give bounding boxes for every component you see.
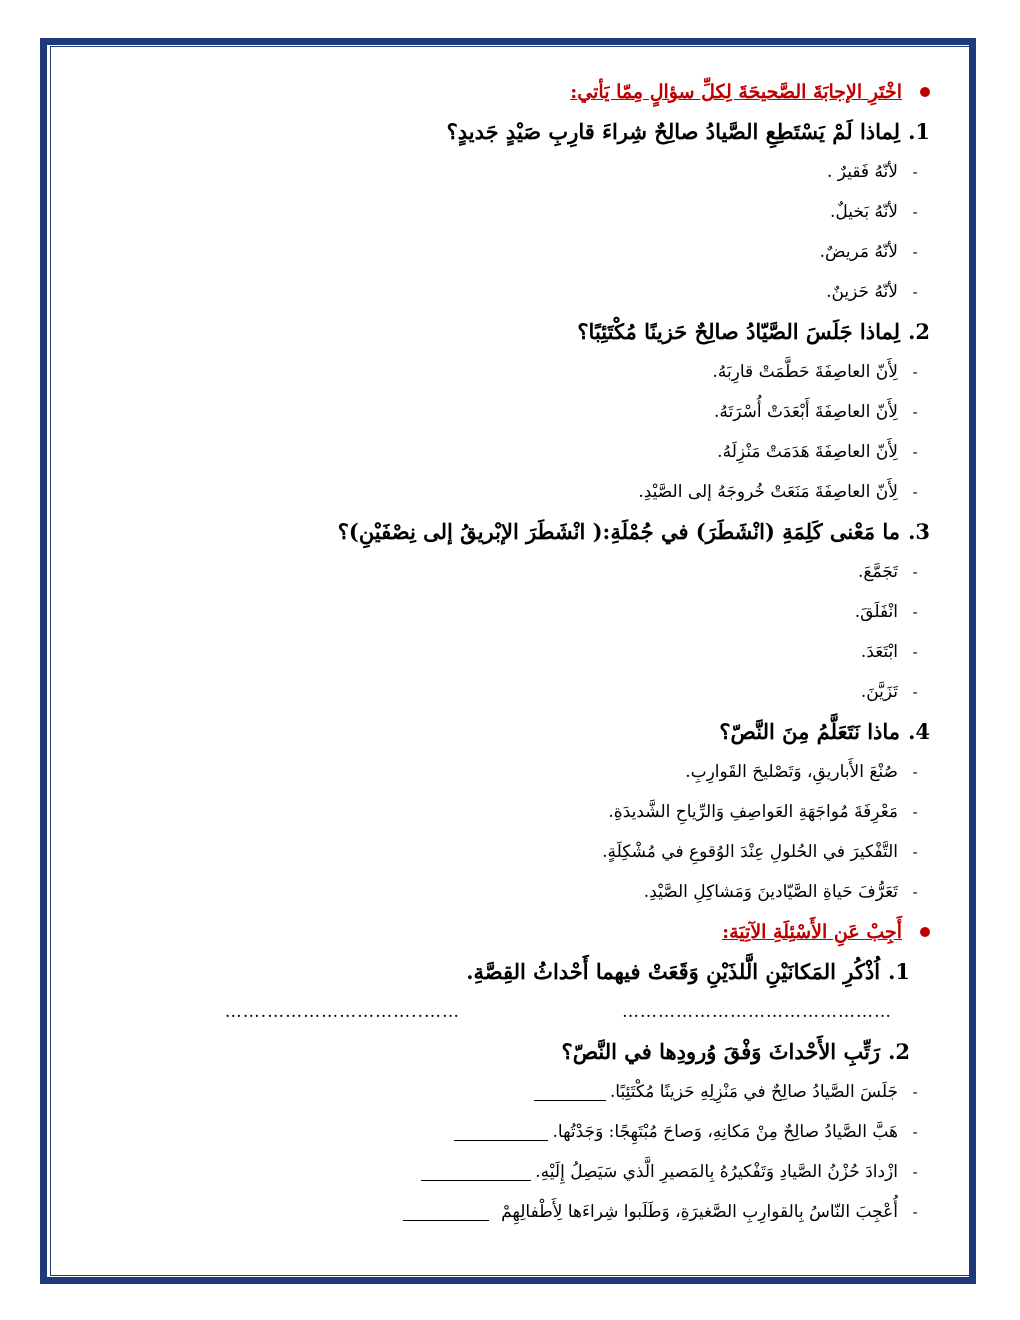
open-question-2 [80,1032,930,1072]
question-text: اُذْكُرِ المَكانَيْنِ الَّلذَيْنِ وَقَعَتْ فيهما أَحْداثُ القِصَّةِ. [466,959,881,984]
options-list [80,752,930,912]
options-list [80,552,930,712]
option-item[interactable]: - تَجَمَّعَ. [858,562,918,582]
option-item[interactable]: - التَّفْكيرَ في الحُلولِ عِنْدَ الوُقوعِ في مُشْكِلَةٍ. [602,842,918,862]
question-number: 2. [908,319,930,344]
question-1 [80,112,930,152]
question-2 [80,312,930,352]
answer-dots[interactable]: ……………………………………… [622,1002,892,1022]
option-item[interactable]: - تَزَيَّنَ. [860,682,918,702]
section-title: أَجِبْ عَنِ الأَسْئِلَةِ الآتِيَة: [722,921,902,943]
question-number: 2. [888,1039,910,1064]
order-blank[interactable] [534,1084,606,1101]
question-text: رَتِّبِ الأَحْداثَ وَفْقَ وُرودِها في النَّصّ؟ [561,1039,881,1064]
order-blank[interactable] [454,1124,548,1141]
option-item[interactable]: - لأنّهُ بَخيلٌ. [829,202,918,222]
ordering-item: - أُعْجِبَ النّاسُ بِالقوارِبِ الصَّغيرَةِ، وَطَلَبوا شِراءَها لِأَطْفالِهِمْ [80,1192,930,1232]
open-question-1 [80,952,930,992]
question-text: لِماذا جَلَسَ الصَّيّادُ صالِحٌ حَزينًا مُكْتَئِبًا؟ [577,319,901,344]
option-item[interactable]: - لِأَنّ العاصِفَةَ حَطَّمَتْ قارِبَهُ. [712,362,918,382]
question-text: ما مَعْنى كَلِمَةِ (انْشَطَرَ) في جُمْلَةِ:( انْشَطَرَ الإبْريقُ إلى نِصْفَيْنِ)؟ [337,519,901,544]
bullet-icon [920,87,930,97]
question-4 [80,712,930,752]
option-item[interactable]: - لِأَنّ العاصِفَةَ مَنَعَتْ خُروجَهُ إلى الصَّيْدِ. [638,482,918,502]
order-blank[interactable] [403,1204,489,1221]
section-header-choose [80,72,930,112]
option-item[interactable]: - تَعَرُّفَ حَياةِ الصَّيّادينَ وَمَشاكِلِ الصَّيْدِ. [643,882,918,902]
question-number: 3. [908,519,930,544]
option-item[interactable]: - انْفَلَقَ. [854,602,918,622]
bullet-icon [920,927,930,937]
option-item[interactable]: - ابْتَعَدَ. [860,642,918,662]
question-3 [80,512,930,552]
answer-line[interactable] [80,992,930,1032]
ordering-item: - هَبَّ الصَّيادُ صالِحٌ مِنْ مَكانِهِ، وَصاحَ مُبْتَهِجًا: وَجَدْتُها. [80,1112,930,1152]
option-item[interactable]: - لأنّهُ مَريضٌ. [819,242,918,262]
options-list [80,152,930,312]
question-number: 1. [888,959,910,984]
question-text: ماذا نَتَعَلَّمُ مِنَ النَّصّ؟ [719,719,901,744]
option-item[interactable]: - لأنّهُ فَقيرٌ . [827,162,918,182]
question-text: لِماذا لَمْ يَسْتَطِعِ الصَّيادُ صالِحٌ شِراءَ قارِبِ صَيْدٍ جَديدٍ؟ [446,119,901,144]
option-item[interactable]: - لِأَنّ العاصِفَةَ هَدَمَتْ مَنْزِلَهُ. [717,442,918,462]
option-item[interactable]: - لِأَنّ العاصِفَةَ أَبْعَدَتْ أُسْرَتَهُ. [713,402,918,422]
worksheet [80,72,930,1232]
ordering-item: - ازْدادَ حُزْنُ الصَّيادِ وَتَفْكيرُهُ بِالمَصيرِ الَّذي سَيَصِلُ إِلَيْهِ. [80,1152,930,1192]
ordering-item: - جَلَسَ الصَّيادُ صالِحٌ في مَنْزِلِهِ حَزينًا مُكْتَئِبًا. [80,1072,930,1112]
answer-dots[interactable]: ……..…………………….…… [224,1002,460,1022]
question-number: 1. [908,119,930,144]
question-number: 4. [908,719,930,744]
options-list [80,352,930,512]
ordering-list [80,1072,930,1232]
option-item[interactable]: - صُنْعَ الأَباريقِ، وَتَصْليحَ القَوارِبِ. [685,762,918,782]
order-blank[interactable] [421,1164,531,1181]
section-title: اخْتَرِ الإجابَةَ الصَّحيحَةَ لِكلِّ سؤالٍ مِمّا يَأتي: [570,81,902,103]
option-item[interactable]: - مَعْرِفَةَ مُواجَهَةِ العَواصِفِ وَالرِّياحِ الشَّديدَةِ. [608,802,918,822]
section-header-answer [80,912,930,952]
option-item[interactable]: - لأنّهُ حَزينٌ. [826,282,918,302]
